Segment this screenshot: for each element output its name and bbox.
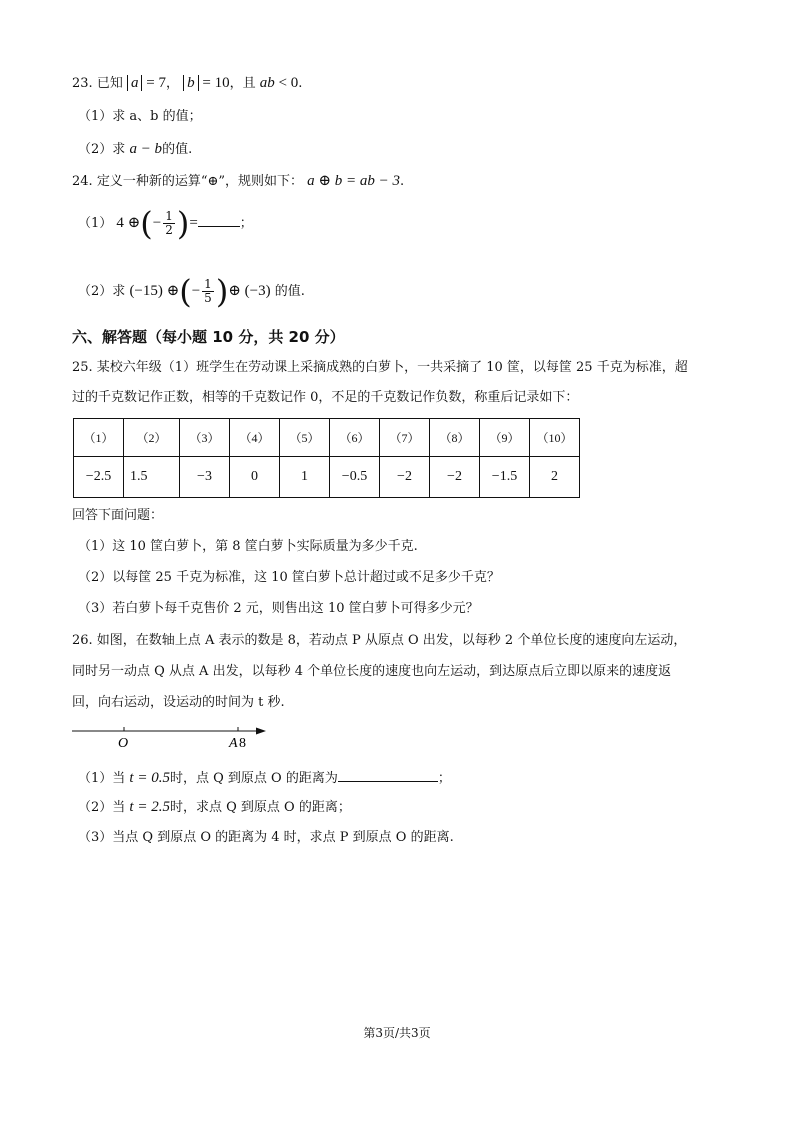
q26-part1-answer-blank[interactable] <box>338 767 438 782</box>
table-header-cell: （7） <box>380 419 430 457</box>
table-header-cell: （2） <box>124 419 180 457</box>
table-value-cell: −2 <box>380 457 430 498</box>
number-line-arrow-icon <box>256 728 266 735</box>
label-point-a-value: 8 <box>239 736 246 751</box>
q23-abs-b: b = 10 <box>183 75 229 91</box>
q25-line2: 过的千克数记作正数，相等的千克数记作 0，不足的千克数记作负数，称重后记录如下： <box>72 390 579 405</box>
table-value-row <box>74 457 580 498</box>
table-header-cell: （3） <box>180 419 230 457</box>
table-value-cell: 2 <box>530 457 580 498</box>
q23-lead: 已知 <box>96 76 123 91</box>
q23-part1: （1）求 a、b 的值； <box>78 109 202 124</box>
q26-line3: 回，向右运动，设运动的时间为 t 秒. <box>72 695 285 710</box>
q25-answer-intro: 回答下面问题： <box>72 508 164 523</box>
table-header-cell: （4） <box>230 419 280 457</box>
table-header-row <box>74 419 580 457</box>
table-value-cell: −2.5 <box>74 457 124 498</box>
q26-line2: 同时另一动点 Q 从点 A 出发，以每秒 4 个单位长度的速度也向左运动，到达原点后立即以原来的速度返 <box>72 664 672 679</box>
q26-part3: （3）当点 Q 到原点 O 的距离为 4 时，求点 P 到原点 O 的距离. <box>78 830 454 845</box>
table-value-cell: −3 <box>180 457 230 498</box>
q24-part1: （1） 4 ⊕(− $\frac{1}{2}$ )= ； <box>78 204 253 243</box>
table-value-cell: 1.5 <box>124 457 180 498</box>
q23-stem: 23. 已知 a = 7， b = 10，且 ab < 0. <box>72 75 303 91</box>
q23-part2-expr: a − b <box>129 141 163 157</box>
page-footer: 第3页/共3页 <box>363 1026 431 1040</box>
q25-line1: 25. 某校六年级（1）班学生在劳动课上采摘成熟的白萝卜，一共采摘了 10 筐，以每筐 25 千克为标准，超 <box>72 360 688 375</box>
q24-part2: （2）求 (−15) ⊕(− $\frac{1}{5}$ )⊕ (−3) 的值. <box>78 272 305 311</box>
q23-cond-lead: ，且 <box>229 76 256 91</box>
q25-part2: （2）以每筐 25 千克为标准，这 10 筐白萝卜总计超过或不足多少千克？ <box>78 570 500 585</box>
table-header-cell: （6） <box>330 419 380 457</box>
q24-stem: 24. 定义一种新的运算“⊕”，规则如下： a ⊕ b = ab − 3. <box>72 173 405 189</box>
number-line-figure <box>70 722 270 752</box>
label-origin: O <box>118 736 129 751</box>
q24-part1-answer-blank[interactable] <box>198 212 240 227</box>
table-value-cell: −0.5 <box>330 457 380 498</box>
q23-number: 23. <box>72 76 93 91</box>
q26-part2: （2）当 t = 2.5时，求点 Q 到原点 O 的距离； <box>78 799 351 815</box>
q24-part2-fraction: $\frac{1}{5}$ <box>204 277 212 305</box>
table-value-cell: 0 <box>230 457 280 498</box>
q24-part1-fraction: $\frac{1}{2}$ <box>165 209 173 237</box>
table-header-cell: （8） <box>430 419 480 457</box>
table-value-cell: −2 <box>430 457 480 498</box>
table-value-cell: −1.5 <box>480 457 530 498</box>
q24-rule: a ⊕ b = ab − 3 <box>307 173 400 189</box>
label-point-a: A <box>229 736 238 751</box>
table-header-cell: （5） <box>280 419 330 457</box>
q23-condition: ab < 0 <box>259 75 299 91</box>
q23-part2: （2）求 a − b的值. <box>78 141 193 157</box>
section-heading: 六、解答题（每小题 10 分，共 20 分） <box>72 328 345 346</box>
q25-part3: （3）若白萝卜每千克售价 2 元，则售出这 10 筐白萝卜可得多少元？ <box>78 601 479 616</box>
q26-part1: （1）当 t = 0.5时，点 Q 到原点 O 的距离为 ； <box>78 767 451 788</box>
table-header-cell: （9） <box>480 419 530 457</box>
table-header-cell: （10） <box>530 419 580 457</box>
q26-line1: 26. 如图，在数轴上点 A 表示的数是 8，若动点 P 从原点 O 出发，以每秒 2 个单位长度的速度向左运动， <box>72 633 687 648</box>
table-value-cell: 1 <box>280 457 330 498</box>
q25-part1: （1）这 10 筐白萝卜，第 8 筐白萝卜实际质量为多少千克. <box>78 539 418 554</box>
table-header-cell: （1） <box>74 419 124 457</box>
q25-record-table <box>73 418 580 498</box>
q23-abs-a: a = 7 <box>127 75 166 91</box>
